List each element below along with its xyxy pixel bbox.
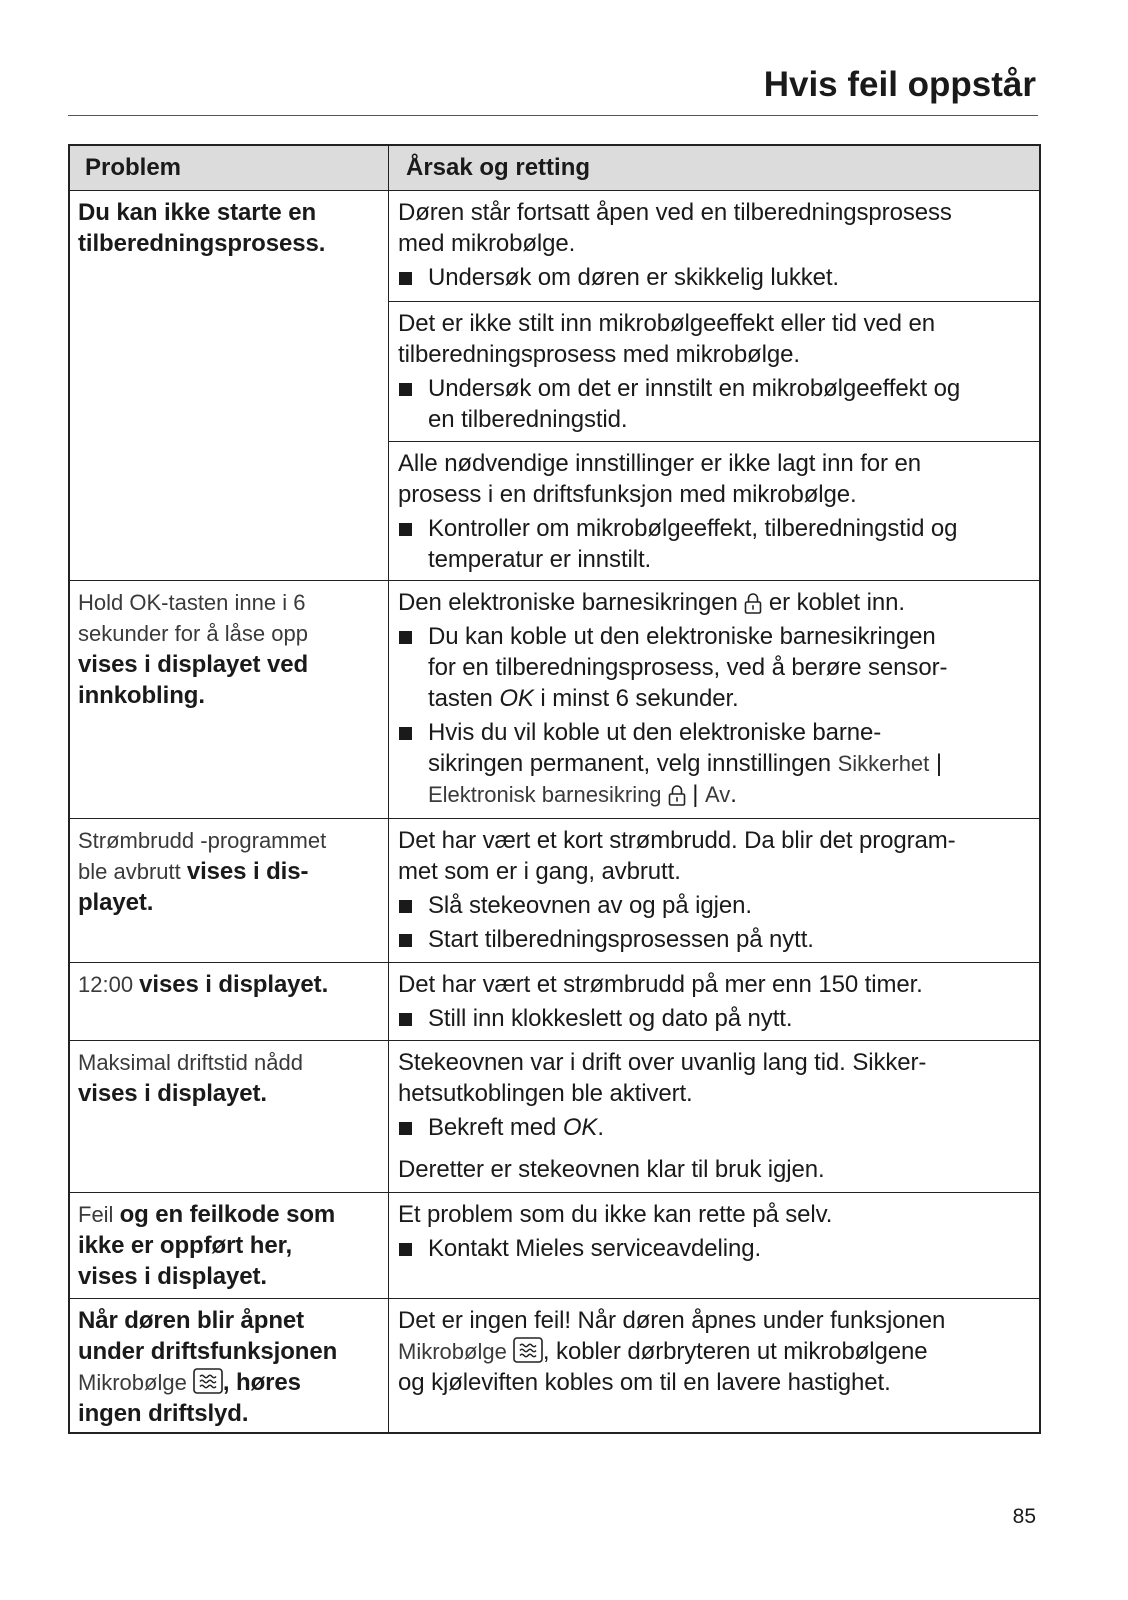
- text-line: [428, 717, 1039, 748]
- text-line: [428, 924, 1039, 955]
- text-line: [398, 339, 1039, 370]
- text-run: .: [597, 1114, 604, 1141]
- column-header-problem: Problem: [70, 146, 389, 190]
- paragraph: [398, 969, 1039, 1000]
- text-line: [398, 1367, 1039, 1398]
- display-text: sekunder for å låse opp: [78, 621, 308, 646]
- bullet-text: [428, 1003, 1039, 1034]
- text-line: [428, 621, 1039, 652]
- text-line: [398, 1305, 1039, 1336]
- text-line: [78, 825, 388, 856]
- table-row: [70, 818, 1039, 962]
- paragraph: [398, 825, 1039, 887]
- text-line: [398, 197, 1039, 228]
- text-run: innkobling.: [78, 682, 205, 709]
- text-line: [78, 969, 388, 1000]
- table-row: [70, 1040, 1039, 1192]
- paragraph: [398, 1305, 1039, 1398]
- paragraph: [398, 1154, 1039, 1185]
- text-run: Når døren blir åpnet: [78, 1307, 305, 1334]
- cause-cell: [389, 1299, 1039, 1432]
- text-line: [398, 587, 1039, 618]
- bullet-text: [428, 1112, 1039, 1143]
- cause-cell: [389, 819, 1039, 962]
- lock-icon: [744, 592, 762, 614]
- text-line: [428, 1112, 1039, 1143]
- bullet-item: [398, 890, 1039, 921]
- column-header-cause: Årsak og retting: [406, 154, 591, 181]
- problem-cell: [70, 1193, 389, 1298]
- display-text: Feil: [78, 1202, 120, 1227]
- text-line: [398, 856, 1039, 887]
- cause-cell: [389, 441, 1039, 580]
- text-line: [78, 1367, 388, 1398]
- bullet-square-icon: [399, 383, 412, 396]
- problem-cell: [70, 1041, 389, 1192]
- cause-cell-group: [389, 1193, 1039, 1298]
- bullet-text: [428, 717, 1039, 810]
- text-line: [428, 404, 1039, 435]
- cause-cell-group: [389, 963, 1039, 1040]
- text-run: |: [929, 750, 942, 777]
- text-line: [78, 197, 388, 228]
- text-run: temperatur er innstilt.: [428, 546, 652, 573]
- display-text: Mikrobølge: [78, 1370, 193, 1395]
- paragraph: [398, 197, 1039, 259]
- text-run: Det er ikke stilt inn mikrobølgeeffekt eller tid ved en: [398, 310, 935, 337]
- text-run: met som er i gang, avbrutt.: [398, 858, 681, 885]
- bullet-item: [398, 373, 1039, 435]
- bullet-text: [428, 890, 1039, 921]
- text-run: i minst 6 sekunder.: [533, 685, 739, 712]
- text-run: tilberedningsprosess.: [78, 230, 326, 257]
- bullet-square-icon: [399, 727, 412, 740]
- text-line: [428, 748, 1039, 779]
- bullet-square-icon: [399, 934, 412, 947]
- text-run: , høres: [222, 1369, 301, 1396]
- text-line: [78, 1199, 388, 1230]
- text-line: [398, 308, 1039, 339]
- text-run: vises i displayet.: [78, 1263, 267, 1290]
- text-line: [78, 587, 388, 618]
- text-run: Hvis du vil koble ut den elektroniske barne-: [428, 719, 882, 746]
- text-run: playet.: [78, 889, 154, 916]
- text-line: [428, 544, 1039, 575]
- cause-cell: [389, 191, 1039, 301]
- text-run: vises i dis-: [186, 858, 309, 885]
- text-run: Still inn klokkeslett og dato på nytt.: [428, 1005, 793, 1032]
- text-line: [78, 856, 388, 887]
- text-run: Deretter er stekeovnen klar til bruk igjen.: [398, 1156, 825, 1183]
- text-line: [428, 683, 1039, 714]
- text-line: [78, 1230, 388, 1261]
- bullet-item: [398, 513, 1039, 575]
- cause-cell: [389, 1041, 1039, 1192]
- cause-cell-group: [389, 1299, 1039, 1432]
- text-line: [398, 1199, 1039, 1230]
- text-line: [78, 680, 388, 711]
- paragraph: [398, 1047, 1039, 1109]
- table-row: [70, 1192, 1039, 1298]
- display-text: Hold OK-tasten inne i 6: [78, 590, 306, 615]
- cause-cell-group: [389, 819, 1039, 962]
- bullet-text: [428, 621, 1039, 714]
- text-run: Det har vært et kort strømbrudd. Da blir det program-: [398, 827, 956, 854]
- text-run: vises i displayet.: [78, 1080, 267, 1107]
- lock-icon: [668, 784, 686, 806]
- text-run: Kontakt Mieles serviceavdeling.: [428, 1235, 762, 1262]
- display-text: Maksimal driftstid nådd: [78, 1050, 303, 1075]
- bullet-square-icon: [399, 631, 412, 644]
- table-row: [70, 962, 1039, 1040]
- text-run: er koblet inn.: [762, 589, 905, 616]
- microwave-icon: [513, 1337, 543, 1363]
- text-line: [398, 479, 1039, 510]
- paragraph: [398, 308, 1039, 370]
- text-line: [428, 373, 1039, 404]
- text-run: Alle nødvendige innstillinger er ikke lagt inn for en: [398, 450, 921, 477]
- table-row: [70, 190, 1039, 580]
- bullet-text: [428, 1233, 1039, 1264]
- text-line: [428, 513, 1039, 544]
- paragraph: [398, 587, 1039, 618]
- cause-cell-group: [389, 581, 1039, 818]
- bullet-item: [398, 1003, 1039, 1034]
- text-line: [78, 618, 388, 649]
- problem-cell: [70, 963, 389, 1040]
- text-run: Slå stekeovnen av og på igjen.: [428, 892, 752, 919]
- text-run: Kontroller om mikrobølgeeffekt, tilberedningstid og: [428, 515, 958, 542]
- text-line: [398, 1336, 1039, 1367]
- cause-cell: [389, 963, 1039, 1040]
- text-line: [428, 262, 1039, 293]
- text-run: Stekeovnen var i drift over uvanlig lang tid. Sikker-: [398, 1049, 927, 1076]
- text-run: Det er ingen feil! Når døren åpnes under funksjonen: [398, 1307, 946, 1334]
- text-line: [428, 779, 1039, 810]
- text-line: [78, 649, 388, 680]
- table-header-row: [70, 146, 1039, 190]
- text-run: sikringen permanent, velg innstillingen: [428, 750, 838, 777]
- text-line: [398, 969, 1039, 1000]
- text-line: [428, 1003, 1039, 1034]
- bullet-text: [428, 924, 1039, 955]
- text-line: [78, 1047, 388, 1078]
- text-line: [398, 228, 1039, 259]
- bullet-square-icon: [399, 272, 412, 285]
- text-run: for en tilberedningsprosess, ved å berøre sensor-: [428, 654, 948, 681]
- text-run: |: [685, 781, 705, 808]
- text-run: Det har vært et strømbrudd på mer enn 150 timer.: [398, 971, 923, 998]
- bullet-square-icon: [399, 1243, 412, 1256]
- text-run: Start tilberedningsprosessen på nytt.: [428, 926, 814, 953]
- text-run: med mikrobølge.: [398, 230, 576, 257]
- text-run: OK: [562, 1114, 598, 1141]
- text-run: Døren står fortsatt åpen ved en tilberedningsprosess: [398, 199, 952, 226]
- text-run: OK: [499, 685, 534, 712]
- text-run: Et problem som du ikke kan rette på selv.: [398, 1201, 833, 1228]
- bullet-item: [398, 924, 1039, 955]
- bullet-square-icon: [399, 523, 412, 536]
- text-run: under driftsfunksjonen: [78, 1338, 338, 1365]
- text-line: [398, 448, 1039, 479]
- text-line: [398, 825, 1039, 856]
- text-run: ingen driftslyd.: [78, 1400, 249, 1427]
- cause-cell: [389, 301, 1039, 441]
- text-line: [78, 228, 388, 259]
- troubleshooting-table: [68, 144, 1041, 1434]
- bullet-text: [428, 373, 1039, 435]
- text-line: [78, 1261, 388, 1292]
- display-text: Sikkerhet: [837, 751, 930, 776]
- text-run: Du kan ikke starte en: [78, 199, 317, 226]
- bullet-item: [398, 262, 1039, 293]
- problem-cell: [70, 581, 389, 818]
- bullet-item: [398, 1112, 1039, 1143]
- page-number: 85: [1012, 1505, 1036, 1528]
- text-run: tasten: [428, 685, 500, 712]
- paragraph: [398, 448, 1039, 510]
- text-run: en tilberedningstid.: [428, 406, 628, 433]
- page-title: Hvis feil oppstår: [763, 65, 1036, 104]
- bullet-item: [398, 717, 1039, 810]
- display-text: ble avbrutt: [78, 859, 187, 884]
- cause-cell-group: [389, 191, 1039, 580]
- display-text: Av: [704, 782, 731, 807]
- text-run: vises i displayet.: [139, 971, 329, 998]
- text-run: Undersøk om døren er skikkelig lukket.: [428, 264, 839, 291]
- text-line: [398, 1047, 1039, 1078]
- text-run: .: [730, 781, 737, 808]
- text-run: hetsutkoblingen ble aktivert.: [398, 1080, 693, 1107]
- bullet-square-icon: [399, 1013, 412, 1026]
- text-line: [78, 1336, 388, 1367]
- text-run: og kjøleviften kobles om til en lavere hastighet.: [398, 1369, 891, 1396]
- bullet-text: [428, 513, 1039, 575]
- problem-cell: [70, 819, 389, 962]
- text-run: Undersøk om det er innstilt en mikrobølgeeffekt og: [428, 375, 961, 402]
- text-line: [78, 1078, 388, 1109]
- text-run: vises i displayet ved: [78, 651, 309, 678]
- text-run: Du kan koble ut den elektroniske barnesikringen: [428, 623, 936, 650]
- text-run: Bekreft med: [428, 1114, 563, 1141]
- text-run: og en feilkode som: [119, 1201, 336, 1228]
- bullet-text: [428, 262, 1039, 293]
- text-run: ikke er oppført her,: [78, 1232, 293, 1259]
- microwave-icon: [193, 1368, 223, 1394]
- table-row: [70, 1298, 1039, 1432]
- bullet-square-icon: [399, 900, 412, 913]
- text-line: [428, 1233, 1039, 1264]
- problem-cell: [70, 191, 389, 580]
- bullet-item: [398, 621, 1039, 714]
- bullet-square-icon: [399, 1122, 412, 1135]
- text-run: , kobler dørbryteren ut mikrobølgene: [542, 1338, 928, 1365]
- text-line: [78, 887, 388, 918]
- text-run: Den elektroniske barnesikringen: [398, 589, 745, 616]
- text-line: [78, 1398, 388, 1429]
- cause-cell-group: [389, 1041, 1039, 1192]
- display-text: 12:00: [78, 972, 140, 997]
- table-row: [70, 580, 1039, 818]
- display-text: Elektronisk barnesikring: [428, 782, 668, 807]
- cause-cell: [389, 1193, 1039, 1298]
- text-line: [398, 1078, 1039, 1109]
- text-line: [398, 1154, 1039, 1185]
- paragraph: [398, 1199, 1039, 1230]
- text-line: [78, 1305, 388, 1336]
- text-run: tilberedningsprosess med mikrobølge.: [398, 341, 800, 368]
- bullet-item: [398, 1233, 1039, 1264]
- display-text: Mikrobølge: [398, 1339, 513, 1364]
- header-rule: [68, 115, 1038, 116]
- text-line: [428, 890, 1039, 921]
- problem-cell: [70, 1299, 389, 1432]
- cause-cell: [389, 581, 1039, 818]
- text-run: prosess i en driftsfunksjon med mikrobølge.: [398, 481, 857, 508]
- display-text: Strømbrudd -programmet: [78, 828, 327, 853]
- text-line: [428, 652, 1039, 683]
